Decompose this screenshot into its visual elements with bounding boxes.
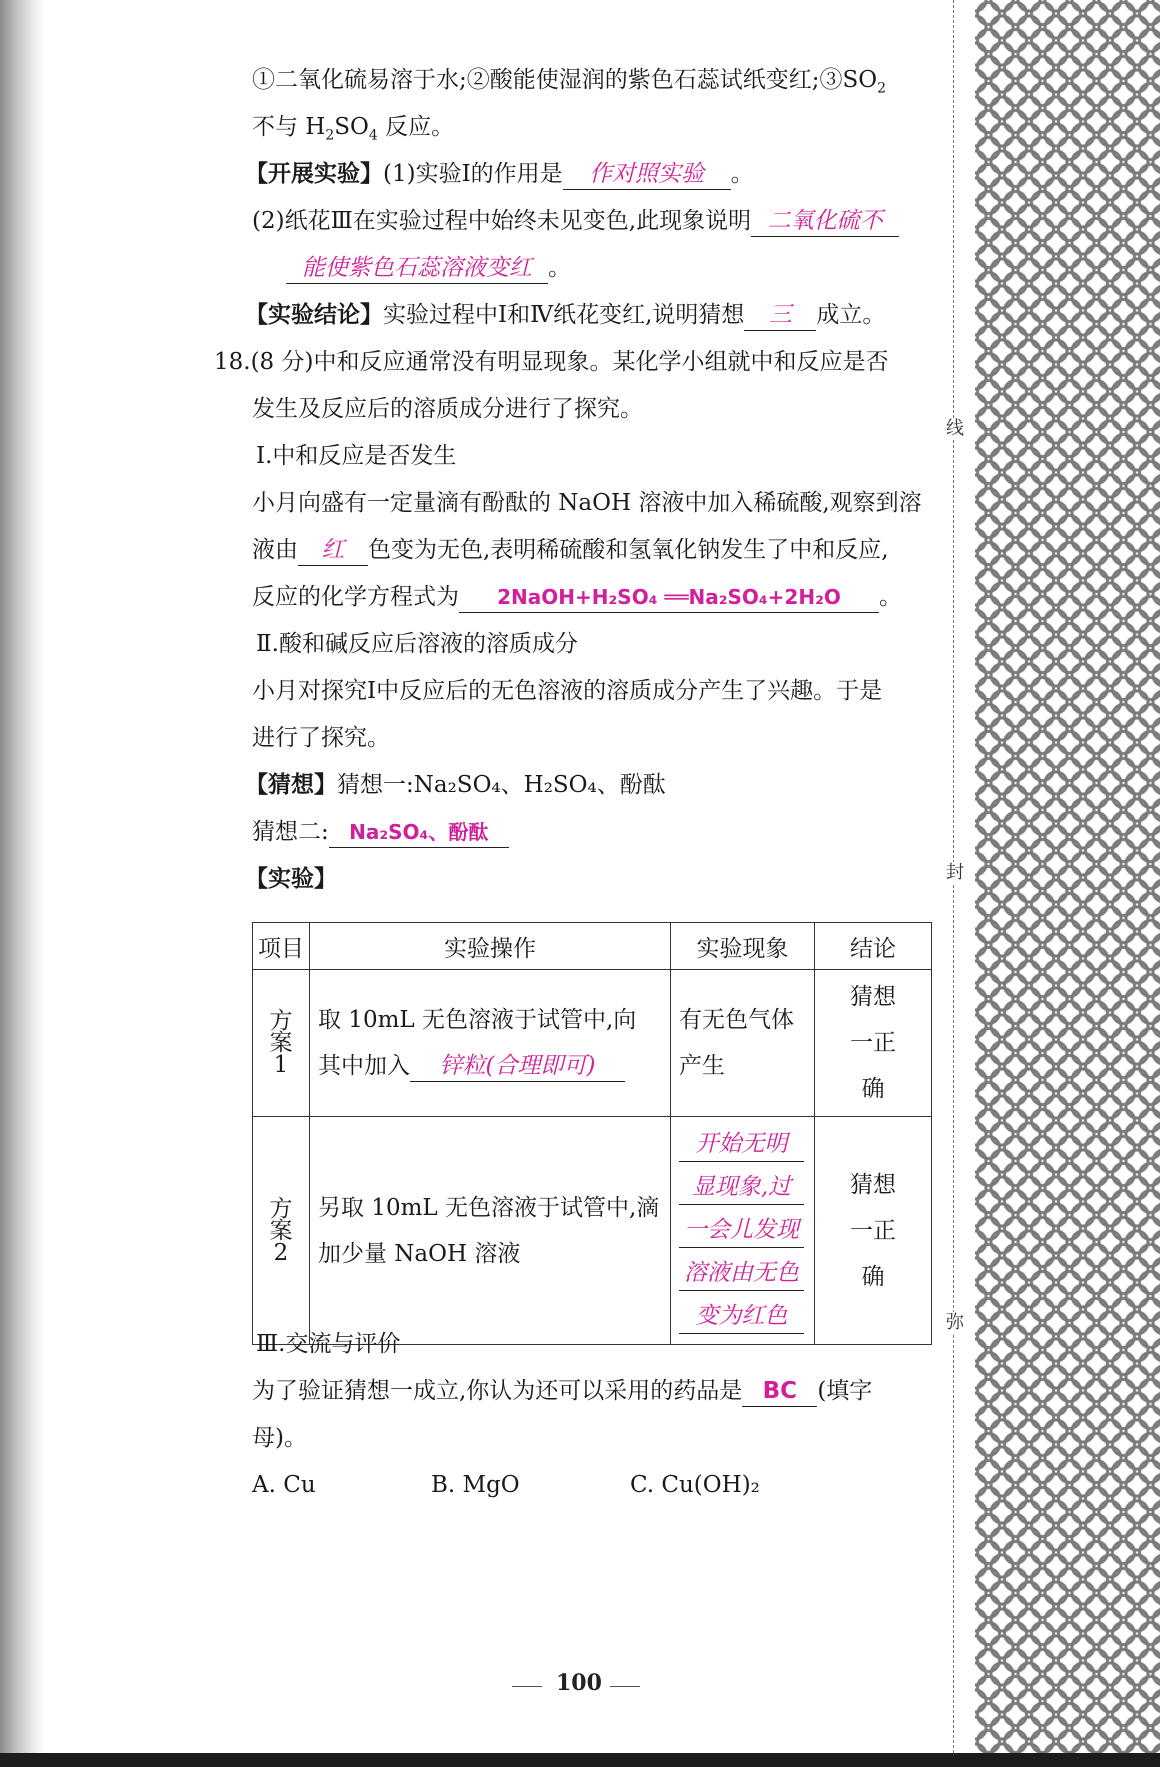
text-line-21: 母)。	[252, 1425, 307, 1451]
text-line-17: 猜想二: Na₂SO₄、酚酞	[252, 816, 509, 848]
answer-blank: 锌粒(合理即可)	[410, 1051, 625, 1082]
answer-blank: 能使紫色石蕊溶液变红	[286, 253, 548, 284]
text-line-15: 进行了探究。	[252, 725, 390, 751]
margin-label-line: 线	[946, 418, 964, 439]
text-line-4: (2)纸花Ⅲ在实验过程中始终未见变色,此现象说明 二氧化硫不	[252, 205, 899, 237]
text-line-10: 小月向盛有一定量滴有酚酞的 NaOH 溶液中加入稀硫酸,观察到溶	[252, 490, 922, 516]
table-cell-conclusion: 猜想一正确	[815, 970, 932, 1117]
answer-blank: BC	[742, 1376, 817, 1407]
table-header: 结论	[815, 923, 932, 970]
table-cell-operation: 另取 10mL 无色溶液于试管中,滴加少量 NaOH 溶液	[310, 1117, 671, 1345]
question-18-title: 18.(8 分)中和反应通常没有明显现象。某化学小组就中和反应是否	[214, 349, 889, 375]
text-line-20: 为了验证猜想一成立,你认为还可以采用的药品是 BC (填字	[252, 1375, 872, 1407]
table-header-row	[253, 923, 932, 970]
decorative-margin-pattern	[975, 0, 1160, 1753]
section-heading-1: Ⅰ.中和反应是否发生	[256, 443, 457, 469]
text-line-3: 【开展实验】(1)实验Ⅰ的作用是 作对照实验 。	[245, 158, 754, 190]
page-gutter-shadow	[0, 0, 44, 1767]
table-header: 实验现象	[671, 923, 815, 970]
experiment-table	[252, 922, 932, 1345]
text-line-8: 发生及反应后的溶质成分进行了探究。	[252, 396, 643, 422]
text-line-6: 【实验结论】实验过程中Ⅰ和Ⅳ纸花变红,说明猜想 三 成立。	[245, 299, 885, 331]
option-a: A. Cu	[252, 1472, 316, 1498]
text-line-18: 【实验】	[245, 866, 337, 892]
table-row	[253, 1117, 932, 1345]
text-line-12: 反应的化学方程式为 2NaOH+H₂SO₄ ══Na₂SO₄+2H₂O 。	[252, 581, 902, 613]
text-line-14: 小月对探究Ⅰ中反应后的无色溶液的溶质成分产生了兴趣。于是	[252, 678, 883, 704]
answer-blank: 作对照实验	[563, 159, 731, 190]
answer-blank: 二氧化硫不	[751, 206, 899, 237]
bottom-edge-bar	[0, 1753, 1160, 1767]
text-line-16: 【猜想】猜想一:Na₂SO₄、H₂SO₄、酚酞	[245, 772, 666, 798]
answer-blank: 三	[744, 300, 816, 331]
table-cell-project: 方 案 2	[253, 1117, 310, 1345]
equation-answer: 2NaOH+H₂SO₄ ══Na₂SO₄+2H₂O	[459, 582, 879, 613]
text-line-11: 液由 红 色变为无色,表明稀硫酸和氢氧化钠发生了中和反应,	[252, 534, 889, 566]
text-line-5: 能使紫色石蕊溶液变红 。	[286, 252, 571, 284]
option-c: C. Cu(OH)₂	[630, 1472, 760, 1498]
table-cell-phenomenon: 有无色气体产生	[671, 970, 815, 1117]
table-cell-project: 方 案 1	[253, 970, 310, 1117]
section-heading-2: Ⅱ.酸和碱反应后溶液的溶质成分	[256, 631, 578, 657]
option-b: B. MgO	[431, 1472, 520, 1498]
table-cell-phenomenon-answer: 开始无明 显现象,过 一会儿发现 溶液由无色 变为红色	[671, 1117, 815, 1345]
table-row	[253, 970, 932, 1117]
page-number: 100	[556, 1670, 602, 1696]
page-number-rule-right	[610, 1686, 640, 1687]
page-number-rule-left	[512, 1686, 542, 1687]
margin-label-close: 弥	[946, 1312, 964, 1333]
margin-label-seal: 封	[946, 862, 964, 883]
table-cell-operation: 取 10mL 无色溶液于试管中,向 其中加入 锌粒(合理即可)	[310, 970, 671, 1117]
table-header: 项目	[253, 923, 310, 970]
table-header: 实验操作	[310, 923, 671, 970]
answer-blank: Na₂SO₄、酚酞	[329, 817, 509, 848]
text-line-1: ①二氧化硫易溶于水;②酸能使湿润的紫色石蕊试纸变红$;③SO_2$	[252, 67, 887, 97]
answer-blank: 红	[298, 535, 368, 566]
table-cell-conclusion: 猜想一正确	[815, 1117, 932, 1345]
text-line-2: 不与 $H_2SO_4$ 反应。	[252, 114, 455, 144]
section-heading-3: Ⅲ.交流与评价	[256, 1331, 401, 1357]
